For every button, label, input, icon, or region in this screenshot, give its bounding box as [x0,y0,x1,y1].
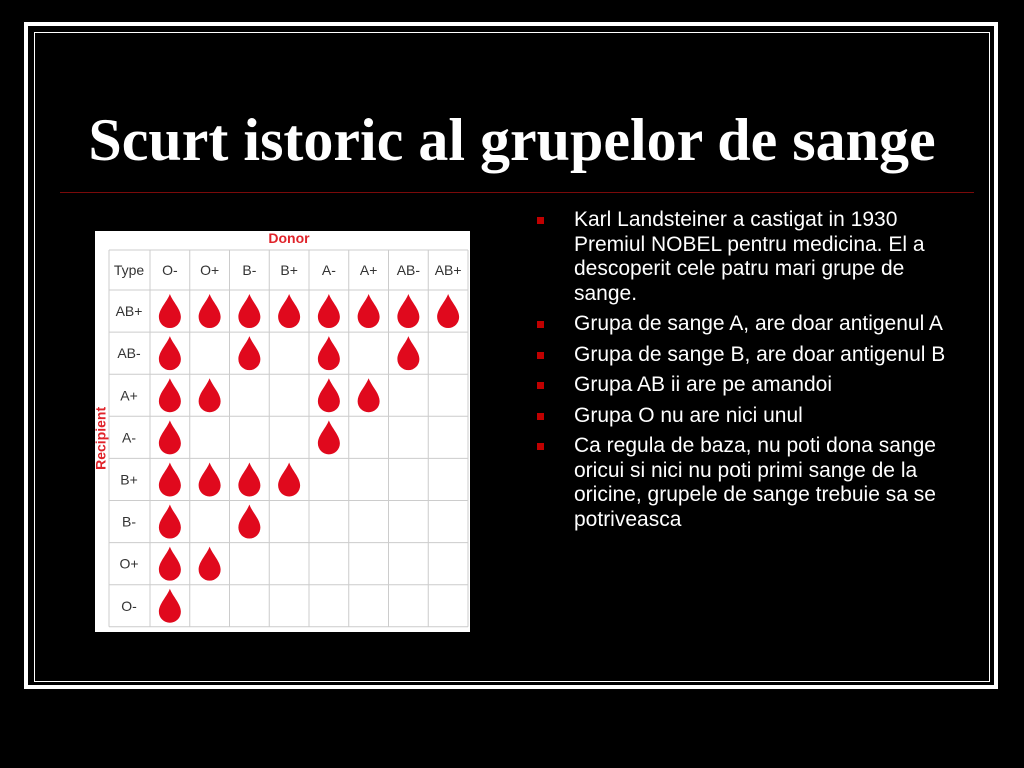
recipient-type-label: AB+ [115,303,143,320]
bullet-text: Grupa de sange B, are doar antigenul B [574,342,946,366]
blood-drop-icon [278,462,300,496]
bullet-item [534,343,954,368]
blood-drop-icon [238,336,260,370]
blood-drop-icon [199,378,221,412]
title-divider [60,192,974,193]
blood-drop-icon [437,294,459,328]
blood-drop-icon [159,294,181,328]
blood-drop-icon [278,294,300,328]
bullet-marker-icon [537,352,544,359]
recipient-type-label: B- [122,513,136,530]
bullet-marker-icon [537,443,544,450]
recipient-type-label: B+ [120,471,138,488]
blood-drop-icon [199,294,221,328]
bullet-item [534,312,954,337]
bullet-text: Karl Landsteiner a castigat in 1930 Premiul NOBEL pentru medicina. El a descoperit cele patru mari grupe de sange. [574,208,925,305]
bullet-item [534,404,954,429]
donor-label: Donor [268,230,310,246]
blood-drop-icon [358,378,380,412]
blood-drop-icon [318,294,340,328]
blood-drop-icon [159,589,181,623]
donor-type-label: B+ [280,262,298,278]
donor-type-label: AB+ [434,262,462,278]
bullet-marker-icon [537,217,544,224]
bullet-text: Grupa de sange A, are doar antigenul A [574,312,943,335]
bullet-text: Grupa AB ii are pe amandoi [574,373,832,396]
bullet-text: Ca regula de baza, nu poti dona sange oricui si nici nu poti primi sange de la oricine, grupele de sange trebuie sa se potriveasca [574,434,936,531]
donor-type-label: A- [321,262,336,278]
bullet-item [534,434,954,532]
blood-drop-icon [318,336,340,370]
recipient-type-label: A+ [120,387,138,404]
bullet-marker-icon [537,321,544,328]
donor-type-label: A+ [359,262,378,278]
blood-drop-icon [318,378,340,412]
blood-drop-icon [238,462,260,496]
compatibility-grid [92,230,470,632]
bullet-marker-icon [537,413,544,420]
blood-drop-icon [238,505,260,539]
blood-drop-icon [159,547,181,581]
type-header-label: Type [113,262,145,278]
blood-drop-icon [397,336,419,370]
recipient-type-label: A- [122,429,136,446]
recipient-type-label: AB- [117,345,141,362]
donor-type-label: O+ [200,262,220,278]
blood-drop-icon [238,294,260,328]
blood-drop-icon [397,294,419,328]
donor-type-label: B- [242,262,257,278]
bullet-item [534,373,954,398]
blood-drop-icon [159,336,181,370]
bullet-item [534,208,954,306]
blood-drop-icon [159,462,181,496]
donor-type-label: AB- [396,262,421,278]
blood-drop-icon [159,420,181,454]
bullet-text: Grupa O nu are nici unul [574,403,803,427]
bullet-list [534,208,954,538]
blood-drop-icon [199,462,221,496]
blood-drop-icon [159,378,181,412]
blood-drop-icon [358,294,380,328]
blood-drop-icon [159,505,181,539]
blood-compatibility-chart [92,230,470,632]
slide-title: Scurt istoric al grupelor de sange [88,107,936,173]
bullet-marker-icon [537,382,544,389]
donor-type-label: O- [162,262,178,278]
recipient-type-label: O- [121,597,137,614]
blood-drop-icon [199,547,221,581]
recipient-type-label: O+ [119,555,139,572]
blood-drop-icon [318,420,340,454]
recipient-label: Recipient [92,406,109,470]
